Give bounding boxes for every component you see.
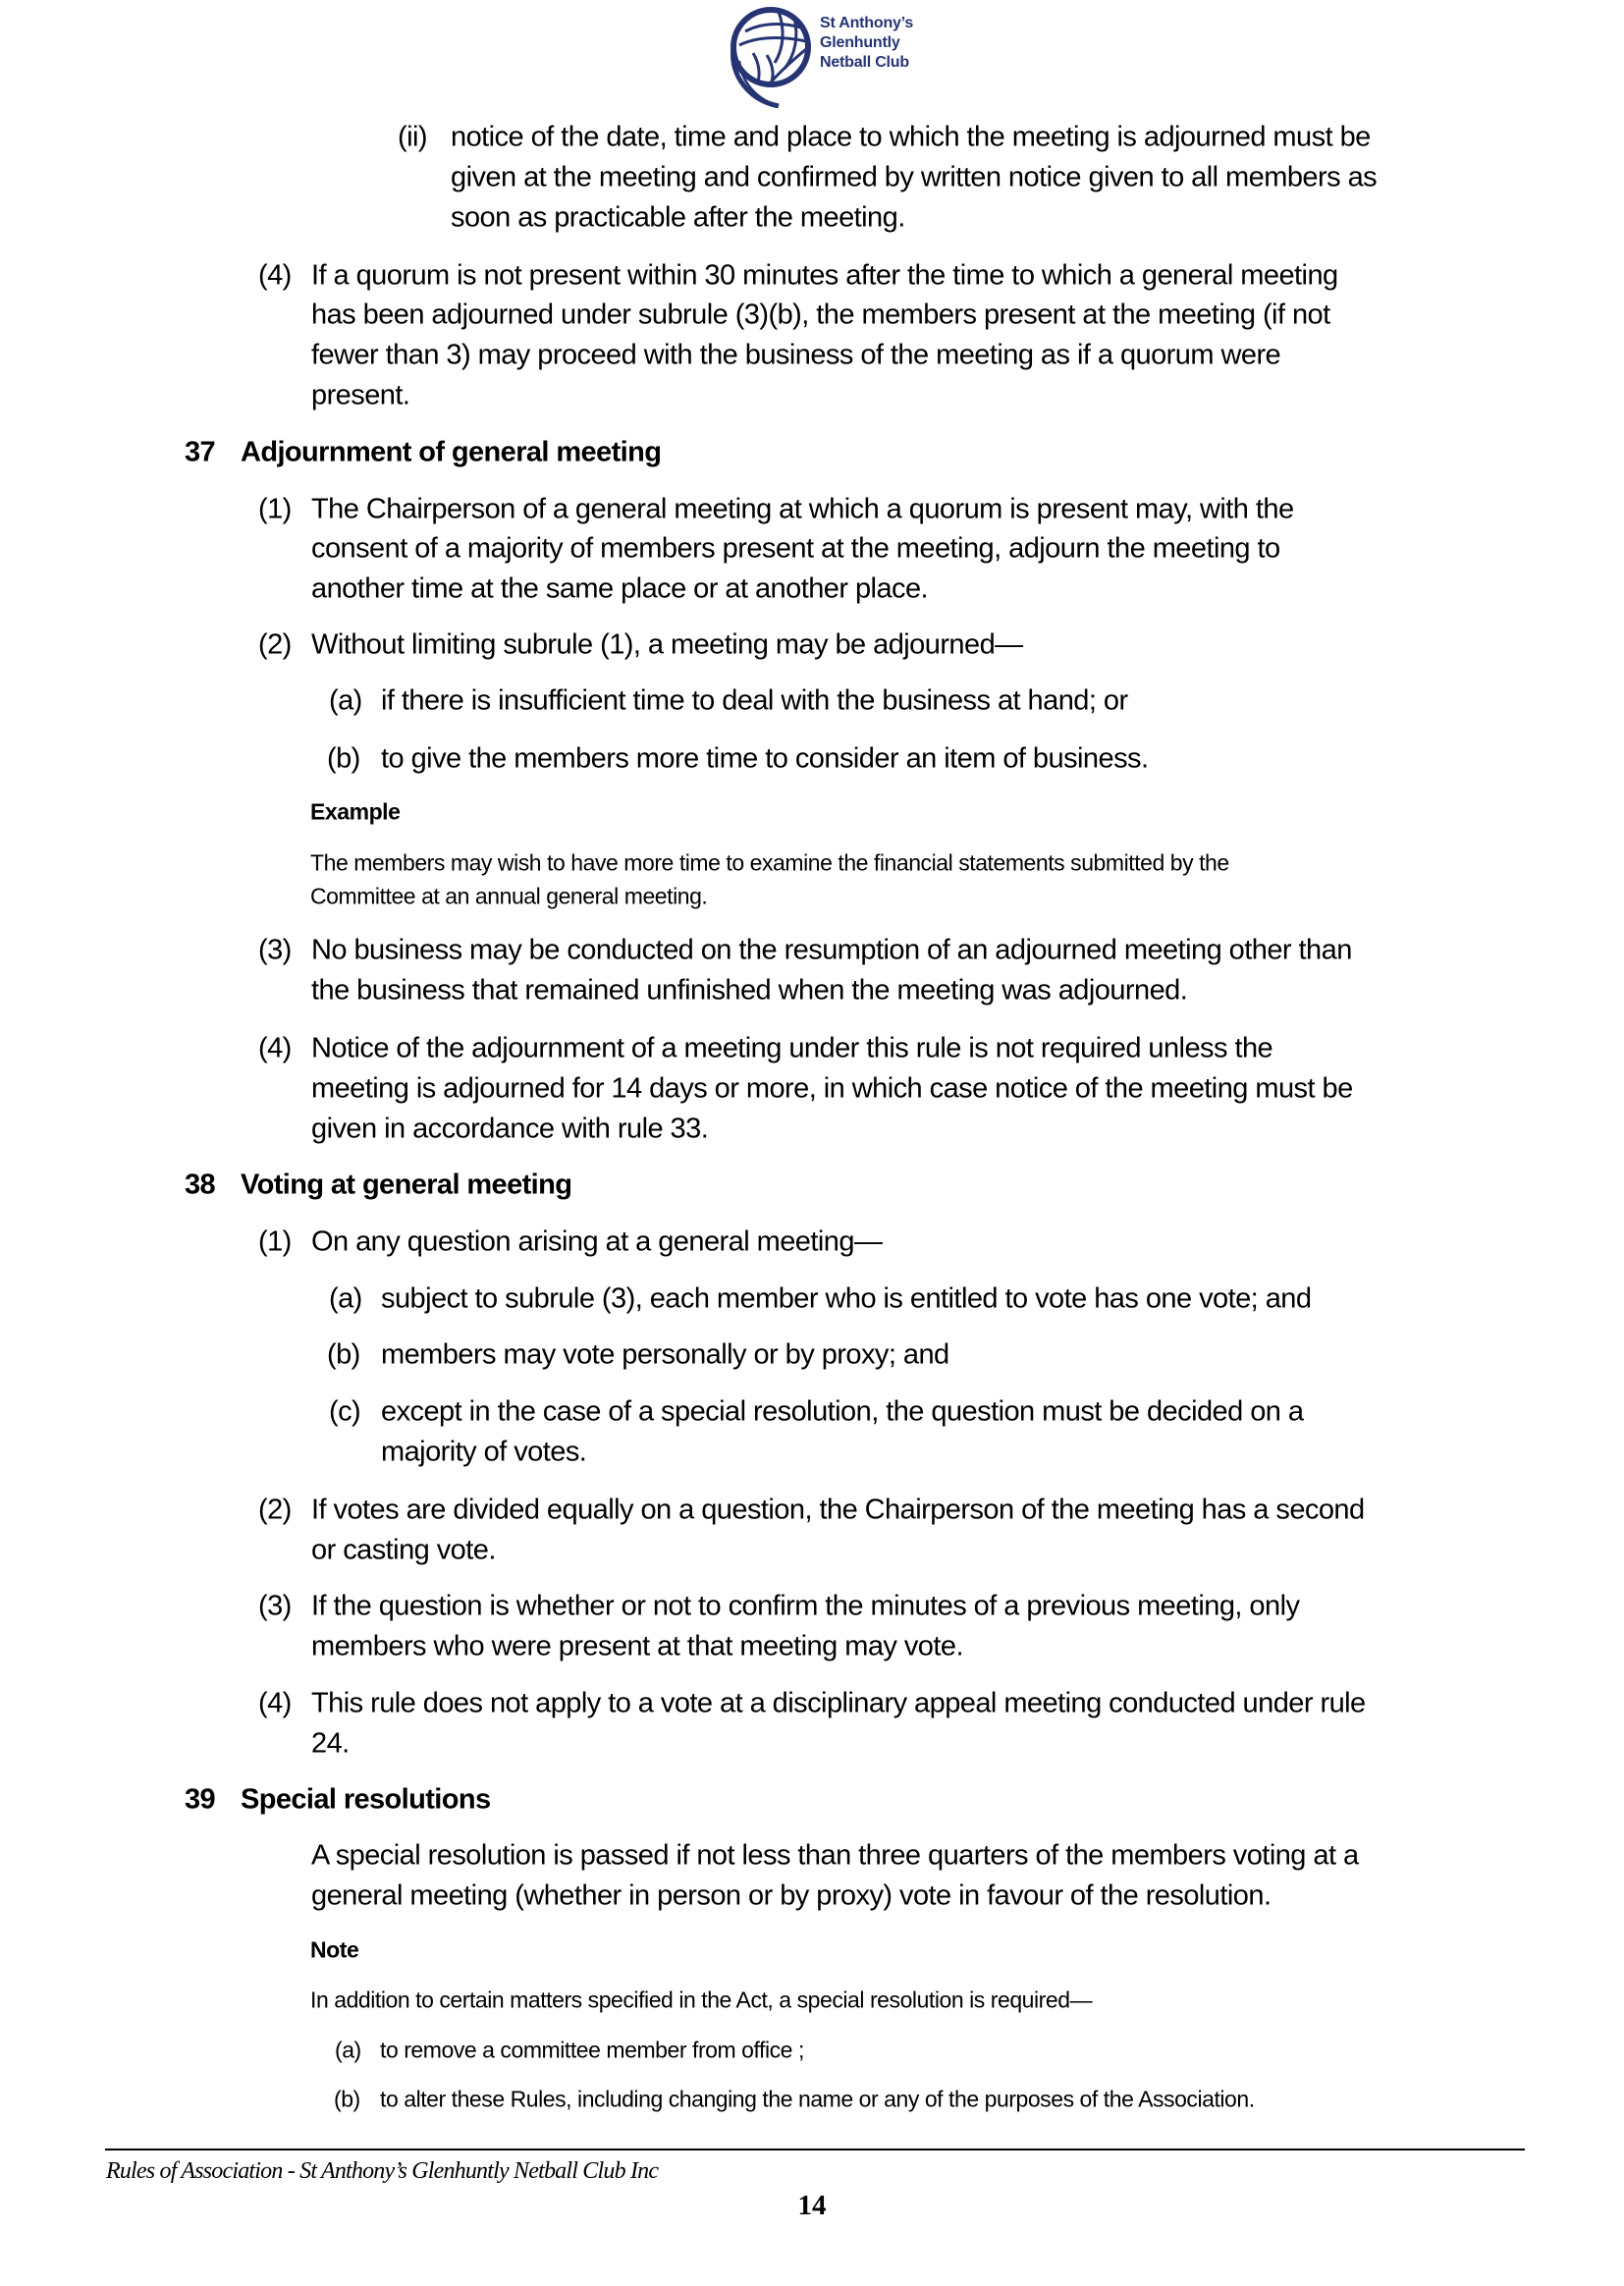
- item-label: (4): [258, 259, 292, 292]
- text-line: present.: [311, 379, 410, 411]
- text-line: or casting vote.: [311, 1534, 496, 1566]
- text-line: Without limiting subrule (1), a meeting may be adjourned—: [311, 628, 1023, 661]
- item-label: (b): [334, 2086, 360, 2112]
- item-label: (2): [258, 1494, 292, 1526]
- item-label: (a): [329, 1282, 362, 1315]
- item-label: (4): [258, 1032, 292, 1064]
- text-line: majority of votes.: [381, 1436, 587, 1468]
- page-number: 14: [797, 2190, 827, 2221]
- text-line: to give the members more time to consider an item of business.: [381, 742, 1149, 775]
- example-line: The members may wish to have more time to examine the financial statements submitted by the: [310, 849, 1229, 876]
- text-line: given in accordance with rule 33.: [311, 1113, 709, 1145]
- note-line: to alter these Rules, including changing the name or any of the purposes of the Association.: [380, 2086, 1255, 2112]
- text-line: except in the case of a special resolution, the question must be decided on a: [381, 1395, 1304, 1428]
- text-line: members may vote personally or by proxy; and: [381, 1338, 949, 1371]
- item-label: (a): [335, 2037, 361, 2063]
- item-label: (b): [327, 1338, 360, 1371]
- footer-title: Rules of Association - St Anthony’s Glenhuntly Netball Club Inc: [106, 2158, 659, 2184]
- item-label: (1): [258, 493, 292, 525]
- rule-heading: Adjournment of general meeting: [241, 436, 662, 468]
- text-line: 24.: [311, 1727, 350, 1760]
- rule-heading: Voting at general meeting: [241, 1169, 572, 1201]
- item-label: (3): [258, 1590, 292, 1622]
- text-line: members who were present at that meeting may vote.: [311, 1630, 963, 1662]
- text-line: Notice of the adjournment of a meeting under this rule is not required unless the: [311, 1032, 1273, 1064]
- item-label: (ii): [398, 121, 428, 153]
- logo-line: Glenhuntly: [820, 34, 900, 51]
- text-line: No business may be conducted on the resumption of an adjourned meeting other than: [311, 934, 1352, 966]
- rule-heading: Special resolutions: [241, 1783, 491, 1816]
- item-label: (3): [258, 934, 292, 966]
- note-intro: In addition to certain matters specified in the Act, a special resolution is required—: [310, 1987, 1093, 2013]
- text-line: if there is insufficient time to deal with the business at hand; or: [381, 684, 1128, 717]
- logo-text: [820, 14, 913, 73]
- text-line: fewer than 3) may proceed with the business of the meeting as if a quorum were: [311, 339, 1281, 371]
- logo-line: Netball Club: [820, 54, 909, 71]
- text-line: The Chairperson of a general meeting at which a quorum is present may, with the: [311, 493, 1294, 525]
- item-label: (c): [329, 1395, 361, 1428]
- text-line: notice of the date, time and place to which the meeting is adjourned must be: [451, 121, 1371, 153]
- text-line: consent of a majority of members present at the meeting, adjourn the meeting to: [311, 532, 1280, 565]
- logo-line: St Anthony’s: [820, 15, 914, 31]
- text-line: given at the meeting and confirmed by written notice given to all members as: [451, 161, 1378, 193]
- text-line: meeting is adjourned for 14 days or more, in which case notice of the meeting must be: [311, 1072, 1353, 1105]
- text-line: If the question is whether or not to confirm the minutes of a previous meeting, only: [311, 1590, 1300, 1622]
- text-line: A special resolution is passed if not less than three quarters of the members voting at a: [311, 1839, 1359, 1872]
- rule-number: 38: [185, 1169, 216, 1201]
- text-line: general meeting (whether in person or by proxy) vote in favour of the resolution.: [311, 1879, 1272, 1912]
- text-line: soon as practicable after the meeting.: [451, 201, 905, 234]
- text-line: If a quorum is not present within 30 minutes after the time to which a general meeting: [311, 259, 1338, 292]
- text-line: the business that remained unfinished when the meeting was adjourned.: [311, 974, 1188, 1007]
- example-heading: Example: [310, 798, 401, 825]
- text-line: subject to subrule (3), each member who is entitled to vote has one vote; and: [381, 1282, 1312, 1315]
- footer-divider: [105, 2149, 1525, 2150]
- note-heading: Note: [310, 1936, 359, 1963]
- rule-number: 39: [185, 1783, 216, 1816]
- item-label: (4): [258, 1687, 292, 1719]
- item-label: (2): [258, 628, 292, 661]
- example-line: Committee at an annual general meeting.: [310, 883, 708, 909]
- text-line: has been adjourned under subrule (3)(b), the members present at the meeting (if not: [311, 299, 1330, 331]
- text-line: If votes are divided equally on a question, the Chairperson of the meeting has a second: [311, 1494, 1365, 1526]
- rule-number: 37: [185, 436, 216, 468]
- item-label: (b): [327, 742, 360, 775]
- text-line: On any question arising at a general meeting—: [311, 1225, 883, 1258]
- item-label: (a): [329, 684, 362, 717]
- item-label: (1): [258, 1225, 292, 1258]
- text-line: another time at the same place or at another place.: [311, 572, 929, 605]
- text-line: This rule does not apply to a vote at a disciplinary appeal meeting conducted under rule: [311, 1687, 1366, 1719]
- note-line: to remove a committee member from office ;: [380, 2037, 804, 2063]
